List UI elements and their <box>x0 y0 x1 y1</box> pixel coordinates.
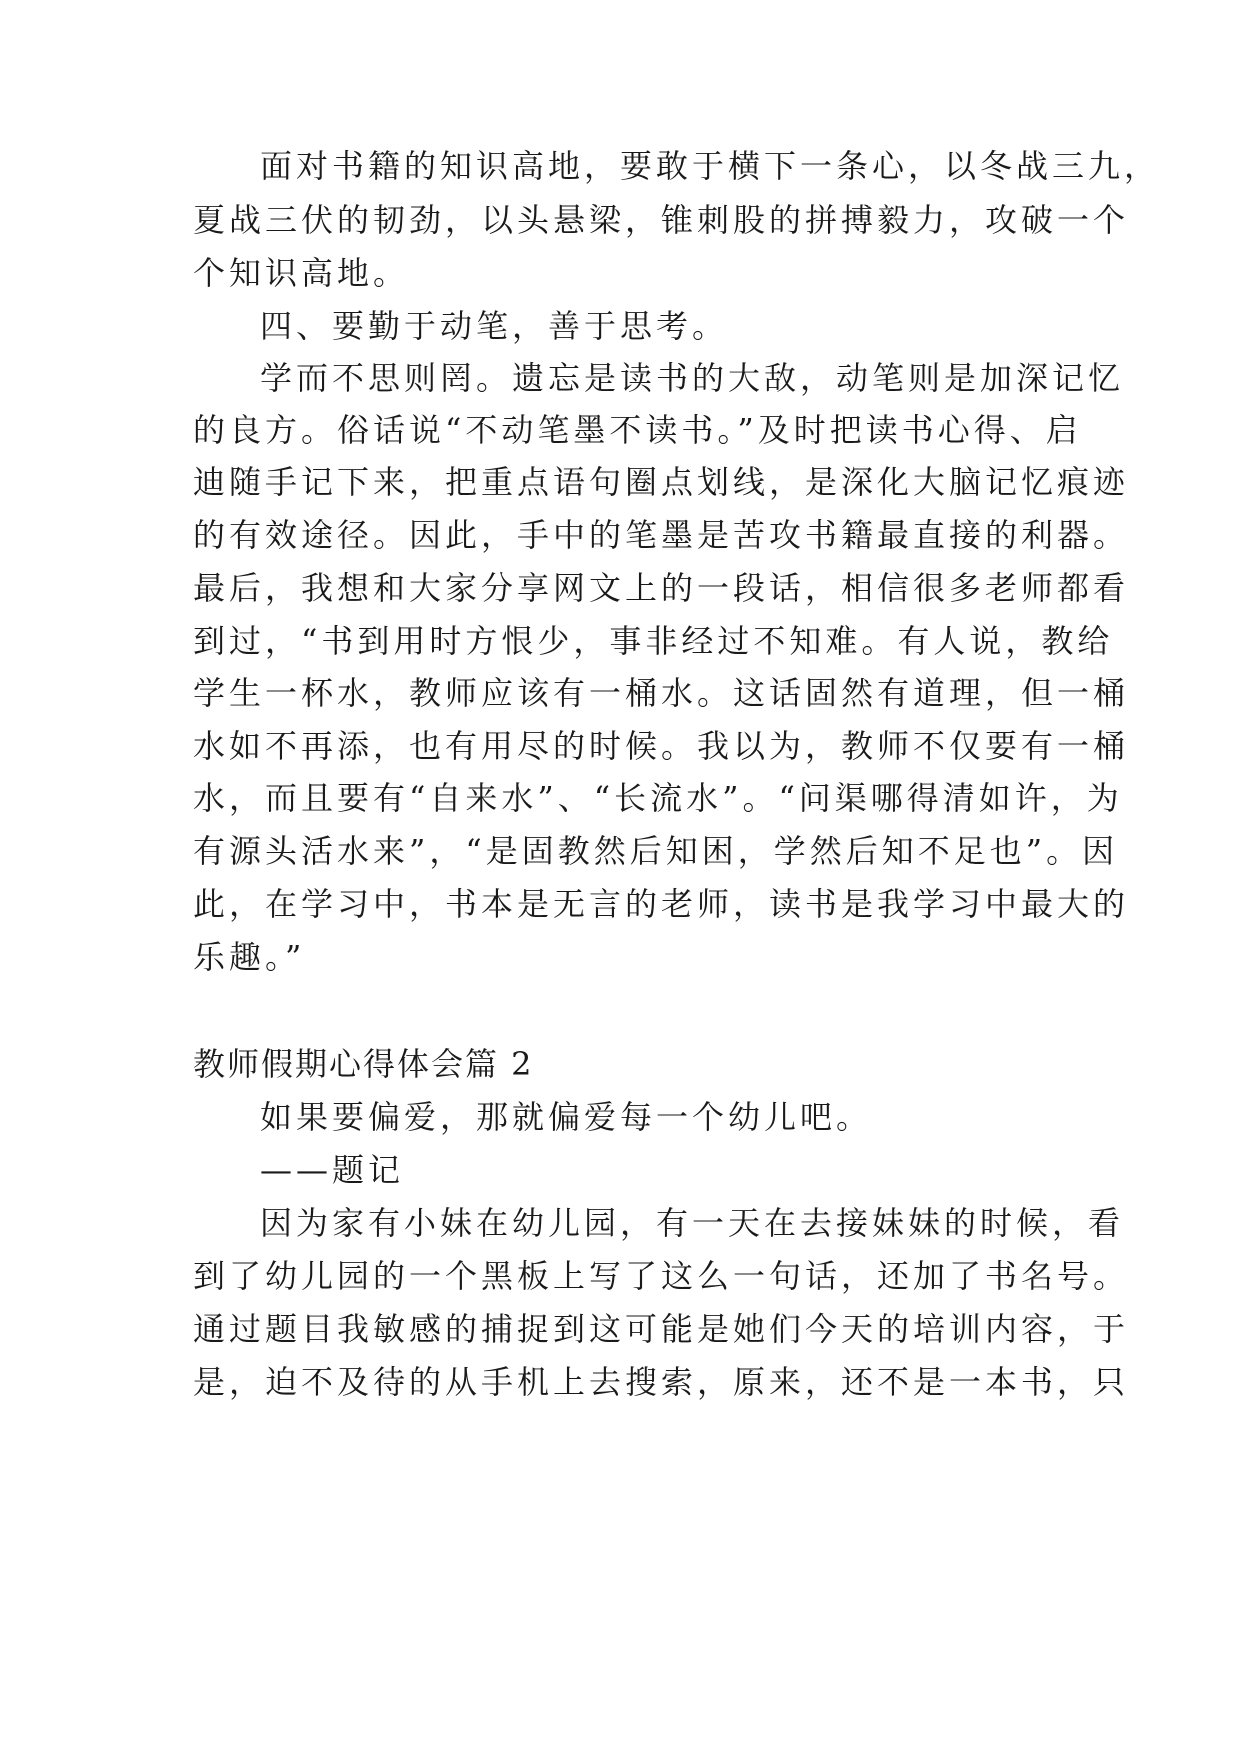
paragraph-line: 因为家有小妹在幼儿园，有一天在去接妹妹的时候，看 <box>260 1204 1125 1242</box>
article-title: 教师假期心得体会篇 2 <box>193 1045 534 1083</box>
paragraph-line: 通过题目我敏感的捕捉到这可能是她们今天的培训内容，于 <box>193 1310 1130 1348</box>
paragraph-line: 面对书籍的知识高地，要敢于横下一条心，以冬战三九， <box>260 147 1161 185</box>
paragraph-line: 个知识高地。 <box>193 254 410 292</box>
paragraph-line: 迪随手记下来，把重点语句圈点划线，是深化大脑记忆痕迹 <box>193 463 1130 501</box>
paragraph-line: 的良方。俗话说“不动笔墨不读书。”及时把读书心得、启 <box>193 411 1082 449</box>
paragraph-line: 有源头活水来”，“是固教然后知困，学然后知不足也”。因 <box>193 832 1119 870</box>
epigraph-attribution: ——题记 <box>260 1151 405 1189</box>
paragraph-line: 夏战三伏的韧劲，以头悬梁，锥刺股的拼搏毅力，攻破一个 <box>193 201 1130 239</box>
epigraph-line: 如果要偏爱，那就偏爱每一个幼儿吧。 <box>260 1098 873 1136</box>
paragraph-line: 到了幼儿园的一个黑板上写了这么一句话，还加了书名号。 <box>193 1257 1130 1295</box>
paragraph-line: 此，在学习中，书本是无言的老师，读书是我学习中最大的 <box>193 885 1130 923</box>
section-heading-line: 四、要勤于动笔，善于思考。 <box>260 307 729 345</box>
paragraph-line: 是，迫不及待的从手机上去搜索，原来，还不是一本书，只 <box>193 1363 1130 1401</box>
paragraph-line: 的有效途径。因此，手中的笔墨是苦攻书籍最直接的利器。 <box>193 516 1130 554</box>
paragraph-line: 乐趣。” <box>193 938 306 976</box>
paragraph-line: 学生一杯水，教师应该有一桶水。这话固然有道理，但一桶 <box>193 674 1130 712</box>
paragraph-line: 水如不再添，也有用尽的时候。我以为，教师不仅要有一桶 <box>193 727 1130 765</box>
paragraph-line: 最后，我想和大家分享网文上的一段话，相信很多老师都看 <box>193 569 1130 607</box>
paragraph-line: 学而不思则罔。遗忘是读书的大敌，动笔则是加深记忆 <box>260 359 1125 397</box>
paragraph-line: 水，而且要有“自来水”、“长流水”。“问渠哪得清如许，为 <box>193 779 1123 817</box>
paragraph-line: 到过，“书到用时方恨少，事非经过不知难。有人说，教给 <box>193 622 1114 660</box>
